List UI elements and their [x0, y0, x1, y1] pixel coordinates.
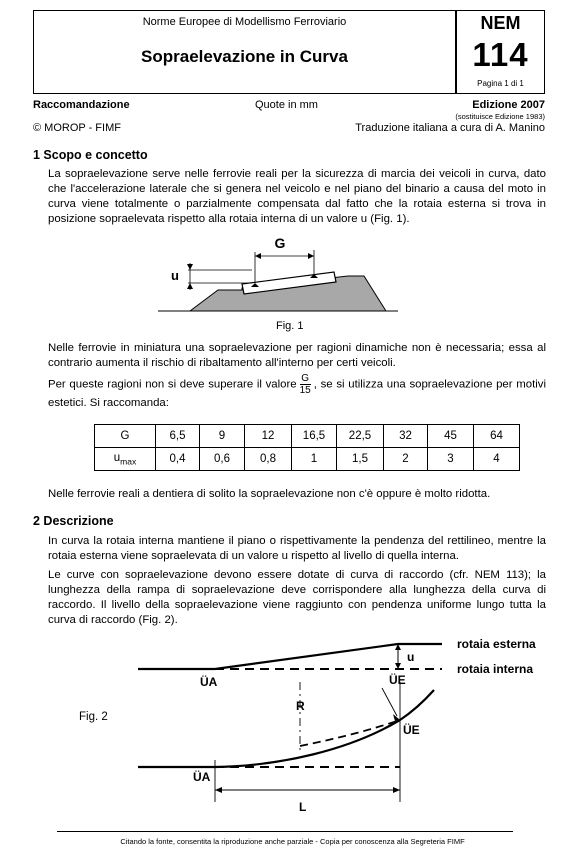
document-title: Sopraelevazione in Curva [141, 47, 348, 66]
fig2-caption: Fig. 2 [79, 711, 108, 723]
fig2-label-inner-rail: rotaia interna [457, 662, 534, 676]
header-subtitle: Norme Europee di Modellismo Ferroviario [142, 16, 347, 28]
document-type: Raccomandazione [33, 99, 130, 111]
fig2-label-ua-bottom: ÜA [193, 770, 211, 784]
header-box [33, 10, 545, 94]
fig2-label-r: R [296, 699, 305, 713]
nem-number: 114 [472, 36, 529, 73]
section-1-paragraph-1: La sopraelevazione serve nelle ferrovie reali per la sicurezza di marcia dei veicoli in curva, dato che l'accelerazione laterale che si genera nel veicolo e nel piano del binario a causa del moto in curva viene totalmente o parzialmente compensata dal fatto che la rotaia esterna si trova in posizione sopraelevata rispetto alla rotaia interna di un valore u (Fig. 1). [48, 168, 546, 225]
fraction-g-15: $\frac{G}{15}$ [299, 373, 311, 396]
table-cell: 6,5 [156, 425, 200, 448]
fig2-label-ue-top: ÜE [389, 673, 406, 687]
fig2-label-outer-rail: rotaia esterna [457, 637, 536, 651]
section-2-paragraph-1: In curva la rotaia interna mantiene il piano o rispettivamente la pendenza del rettilineo, mentre la rotaia esterna viene sopraelevata di un valore u rispetto al livello di quella interna. [48, 535, 546, 562]
page-indicator: Pagina 1 di 1 [477, 79, 524, 88]
section-1-paragraph-4: Nelle ferrovie reali a dentiera di solito la sopraelevazione non c'è oppure è molto ridotta. [48, 488, 491, 500]
fig2-label-l: L [299, 800, 307, 814]
section-1-paragraph-2: Nelle ferrovie in miniatura una sopraelevazione per ragioni dinamiche non è necessaria; essa al contrario aumenta il rischio di ribaltamento all'interno per certi veicoli. [48, 342, 546, 369]
translation-credit: Traduzione italiana a cura di A. Manino [355, 122, 545, 134]
superelevation-table [94, 424, 520, 471]
table-cell: 9 [200, 425, 245, 448]
fig2-label-ue-bottom: ÜE [403, 723, 420, 737]
table-header-umax: $u_{max}$ [95, 448, 156, 471]
fig1-label-u: u [171, 268, 179, 283]
table-cell: 0,6 [200, 448, 245, 471]
footer-divider [57, 831, 513, 832]
table-cell: 45 [428, 425, 474, 448]
table-cell: 1,5 [337, 448, 384, 471]
table-cell: 64 [474, 425, 520, 448]
fig2-label-u: u [407, 650, 415, 664]
table-cell: 0,8 [245, 448, 292, 471]
table-cell: 1 [292, 448, 337, 471]
section-1-paragraph-3: Per queste ragioni non si deve superare il valore $\frac{G}{15}$ , se si utilizza una sopraelevazione per motivi estetici. Si raccomanda: [48, 373, 546, 409]
section-2-heading: 2 Descrizione [33, 514, 114, 528]
table-header-g: G [95, 425, 156, 448]
table-cell: 16,5 [292, 425, 337, 448]
copyright: © MOROP - FIMF [33, 122, 121, 134]
fig2-label-ua-top: ÜA [200, 675, 218, 689]
fig1-caption: Fig. 1 [276, 320, 304, 332]
table-row-g [95, 425, 520, 448]
units-note: Quote in mm [255, 99, 318, 111]
footer-note: Citando la fonte, consentita la riproduzione anche parziale - Copia per conoscenza alla Segreteria FIMF [120, 837, 465, 846]
table-cell: 0,4 [156, 448, 200, 471]
figure-2 [0, 630, 585, 822]
table-cell: 2 [384, 448, 428, 471]
edition: Edizione 2007 [472, 99, 545, 111]
edition-replaces: (sostituisce Edizione 1983) [455, 112, 545, 121]
table-cell: 3 [428, 448, 474, 471]
table-cell: 22,5 [337, 425, 384, 448]
table-cell: 32 [384, 425, 428, 448]
figure-1 [150, 232, 410, 314]
nem-label: NEM [480, 13, 521, 33]
section-2-paragraph-2: Le curve con sopraelevazione devono essere dotate di curva di raccordo (cfr. NEM 113); la lunghezza della rampa di sopraelevazione deve corrispondere alla lunghezza della curva di raccordo. Il livello della sopraelevazione viene raggiunto con pendenza uniforme lungo tutta la curva di raccordo (Fig. 2). [48, 569, 546, 626]
table-cell: 12 [245, 425, 292, 448]
fig1-label-g: G [274, 235, 286, 251]
table-row-umax [95, 448, 520, 471]
section-1-heading: 1 Scopo e concetto [33, 148, 148, 162]
table-cell: 4 [474, 448, 520, 471]
